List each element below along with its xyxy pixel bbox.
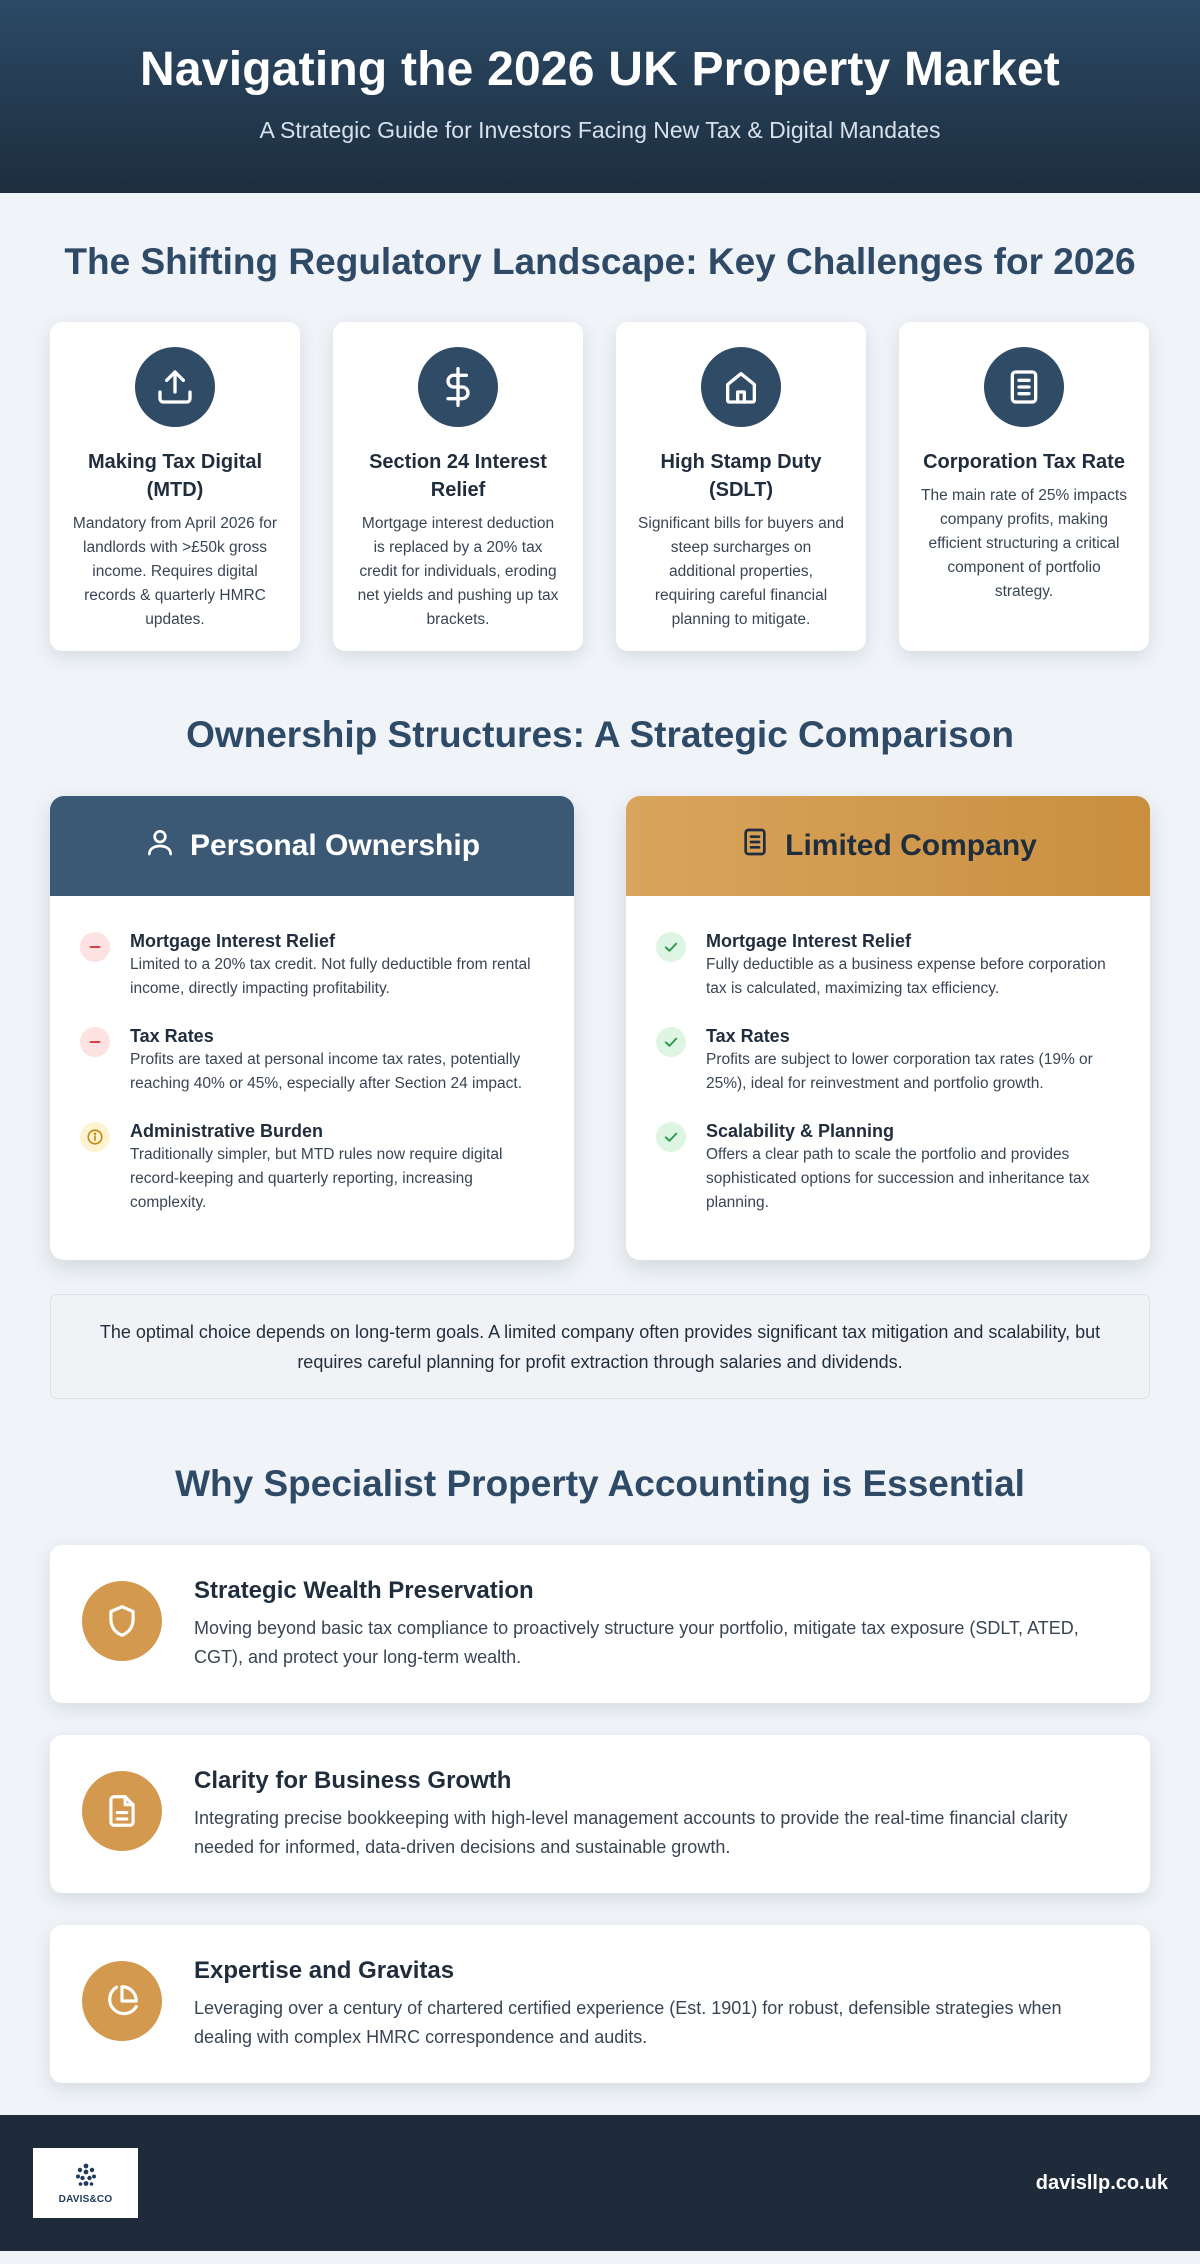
document-icon [82,1771,162,1851]
challenge-card-section-24 [333,322,583,651]
limited-company-title: Limited Company [785,829,1037,862]
challenge-title: Corporation Tax Rate [923,451,1125,473]
page-footer [0,2115,1200,2251]
item-title: Mortgage Interest Relief [130,931,336,951]
why-card-text: Leveraging over a century of chartered certified experience (Est. 1901) for robust, defensible strategies when dealing with complex HMRC correspondence and audits. [194,1998,1062,2047]
check-icon [656,1122,686,1152]
personal-ownership-list [50,896,574,1215]
user-icon [144,826,176,866]
why-card-title: Expertise and Gravitas [194,1957,455,1984]
challenges-grid [50,322,1150,651]
why-card-expertise [50,1925,1150,2083]
dollar-icon [418,347,498,427]
building-icon [739,826,771,866]
item-title: Tax Rates [706,1026,790,1046]
info-icon [80,1122,110,1152]
item-title: Scalability & Planning [706,1121,895,1141]
item-text: Fully deductible as a business expense before corporation tax is calculated, maximizing tax efficiency. [706,956,1106,997]
ownership-verdict: The optimal choice depends on long-term goals. A limited company often provides significant tax mitigation and scalability, but requires careful planning for profit extraction through salaries and dividends. [50,1294,1150,1399]
item-title: Mortgage Interest Relief [706,931,912,951]
page-subtitle: A Strategic Guide for Investors Facing New Tax & Digital Mandates [259,117,941,143]
page-header [0,0,1200,193]
upload-icon [135,347,215,427]
why-card-title: Strategic Wealth Preservation [194,1577,534,1604]
minus-icon [80,1027,110,1057]
check-icon [656,932,686,962]
challenges-title: The Shifting Regulatory Landscape: Key Challenges for 2026 [64,241,1136,282]
list-item [80,1120,544,1215]
list-item [80,930,544,1001]
shield-icon [82,1581,162,1661]
challenge-card-corp-tax [899,322,1149,651]
why-card-title: Clarity for Business Growth [194,1767,512,1794]
page-title: Navigating the 2026 UK Property Market [140,43,1060,96]
challenge-title: Making Tax Digital (MTD) [87,451,263,501]
item-title: Administrative Burden [130,1121,324,1141]
why-title: Why Specialist Property Accounting is Essential [175,1463,1025,1504]
item-text: Traditionally simpler, but MTD rules now require digital record-keeping and quarterly reporting, increasing complexity. [130,1146,503,1211]
ownership-comparison [50,796,1150,1260]
personal-ownership-card [50,796,574,1260]
challenge-card-mtd [50,322,300,651]
why-card-business-growth [50,1735,1150,1893]
why-list [50,1545,1150,2083]
receipt-icon [984,347,1064,427]
item-text: Profits are subject to lower corporation tax rates (19% or 25%), ideal for reinvestment and portfolio growth. [706,1051,1093,1092]
limited-company-card [626,796,1150,1260]
challenge-title: High Stamp Duty (SDLT) [660,451,822,501]
item-text: Offers a clear path to scale the portfolio and provides sophisticated options for succession and inheritance tax planning. [706,1146,1090,1211]
limited-company-header [626,796,1150,896]
personal-ownership-title: Personal Ownership [189,829,481,862]
challenge-title: Section 24 Interest Relief [369,451,547,501]
company-logo [33,2148,138,2218]
logo-text: DAVIS&CO [58,2194,113,2205]
item-text: Limited to a 20% tax credit. Not fully deductible from rental income, directly impacting profitability. [130,956,531,997]
home-icon [701,347,781,427]
list-item [656,1120,1120,1215]
challenge-text: Mortgage interest deduction is replaced by a 20% tax credit for individuals, eroding net yields and pushing up tax brackets. [357,515,559,628]
challenge-card-sdlt [616,322,866,651]
list-item [80,1025,544,1096]
challenge-text: Mandatory from April 2026 for landlords with >£50k gross income. Requires digital records & quarterly HMRC updates. [72,515,278,628]
challenge-text: The main rate of 25% impacts company profits, making efficient structuring a critical component of portfolio strategy. [921,487,1127,600]
why-card-wealth-preservation [50,1545,1150,1703]
item-title: Tax Rates [130,1026,214,1046]
why-card-text: Integrating precise bookkeeping with high-level management accounts to provide the real-time financial clarity needed for informed, data-driven decisions and sustainable growth. [194,1808,1068,1857]
ownership-title: Ownership Structures: A Strategic Comparison [186,714,1014,755]
personal-ownership-header [50,796,574,896]
logo-emblem-icon [71,2161,101,2191]
pie-chart-icon [82,1961,162,2041]
limited-company-list [626,896,1150,1215]
list-item [656,1025,1120,1096]
list-item [656,930,1120,1001]
minus-icon [80,932,110,962]
check-icon [656,1027,686,1057]
item-text: Profits are taxed at personal income tax rates, potentially reaching 40% or 45%, especially after Section 24 impact. [130,1051,523,1092]
website-link[interactable]: davisllp.co.uk [1035,2171,1168,2194]
why-card-text: Moving beyond basic tax compliance to proactively structure your portfolio, mitigate tax exposure (SDLT, ATED, CGT), and protect your long-term wealth. [194,1618,1079,1667]
challenge-text: Significant bills for buyers and steep surcharges on additional properties, requiring careful financial planning to mitigate. [638,515,844,628]
